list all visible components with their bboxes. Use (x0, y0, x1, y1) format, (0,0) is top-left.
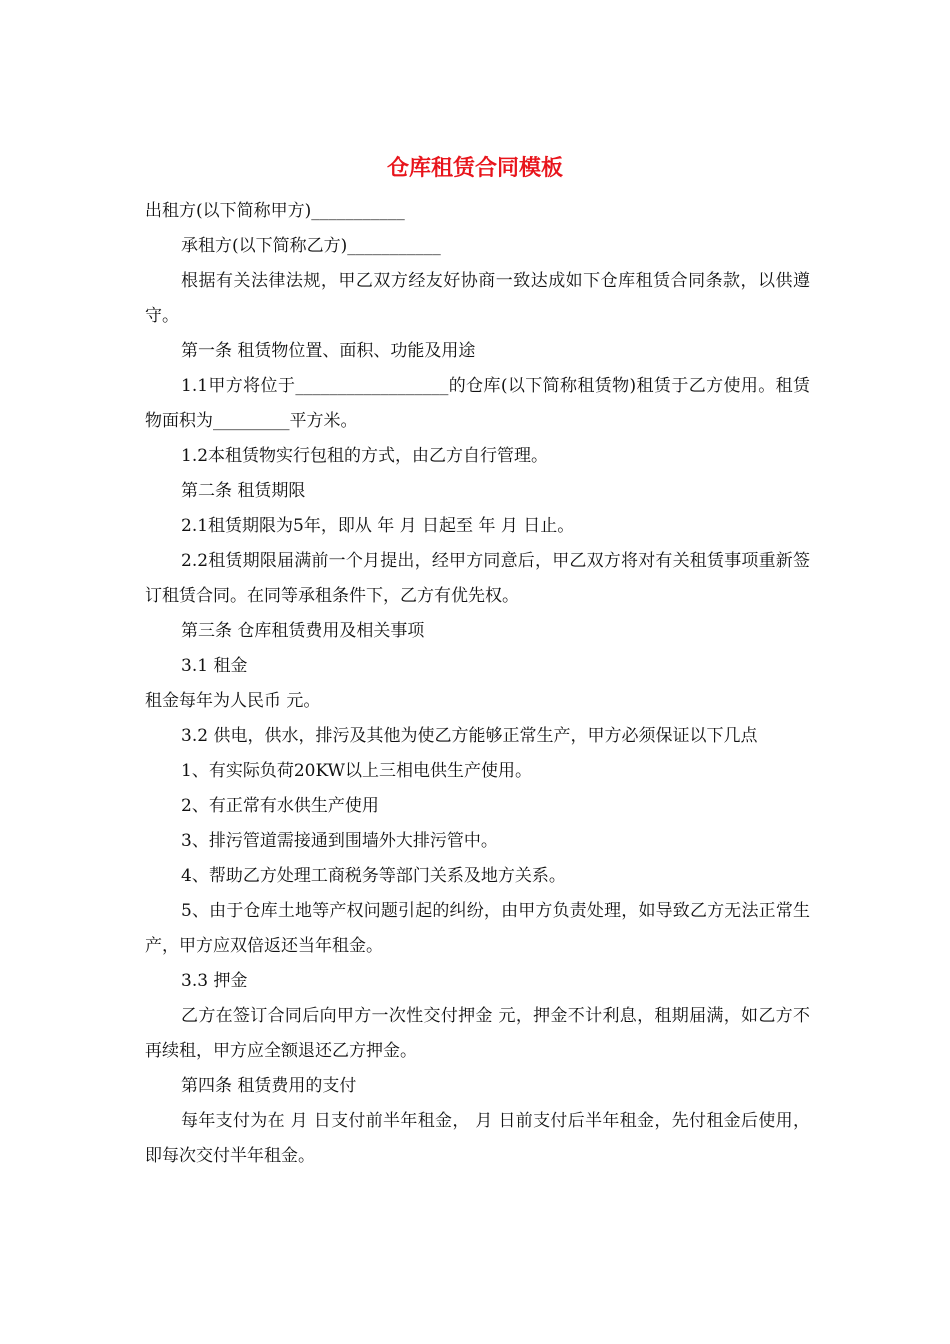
paragraph: 根据有关法律法规，甲乙双方经友好协商一致达成如下仓库租赁合同条款，以供遵守。 (145, 271, 810, 326)
paragraph: 第一条 租赁物位置、面积、功能及用途 (181, 341, 476, 361)
document-body (145, 194, 810, 1174)
paragraph: 3、排污管道需接通到围墙外大排污管中。 (181, 831, 498, 851)
paragraph: 每年支付为在 月 日支付前半年租金， 月 日前支付后半年租金，先付租金后使用，即每次交付半年租金。 (145, 1111, 810, 1166)
paragraph: 1.1甲方将位于__________________的仓库(以下简称租赁物)租赁于乙方使用。租赁物面积为_________平方米。 (145, 376, 810, 431)
paragraph: 2.2租赁期限届满前一个月提出，经甲方同意后，甲乙双方将对有关租赁事项重新签订租赁合同。在同等承租条件下，乙方有优先权。 (145, 551, 810, 606)
paragraph: 承租方(以下简称乙方)___________ (181, 236, 441, 256)
paragraph: 4、帮助乙方处理工商税务等部门关系及地方关系。 (181, 866, 566, 886)
paragraph: 租金每年为人民币 元。 (145, 691, 321, 711)
paragraph: 第三条 仓库租赁费用及相关事项 (181, 621, 425, 641)
paragraph: 乙方在签订合同后向甲方一次性交付押金 元，押金不计利息，租期届满，如乙方不再续租，甲方应全额退还乙方押金。 (145, 1006, 810, 1061)
document-title: 仓库租赁合同模板 (386, 155, 563, 181)
paragraph: 1.2本租赁物实行包租的方式，由乙方自行管理。 (181, 446, 549, 466)
paragraph: 2.1租赁期限为5年，即从 年 月 日起至 年 月 日止。 (181, 516, 575, 536)
paragraph: 5、由于仓库土地等产权问题引起的纠纷，由甲方负责处理，如导致乙方无法正常生产，甲方应双倍返还当年租金。 (145, 901, 810, 956)
paragraph: 3.3 押金 (181, 971, 248, 991)
paragraph: 2、有正常有水供生产使用 (181, 796, 379, 816)
paragraph: 第四条 租赁费用的支付 (181, 1076, 357, 1096)
paragraph: 3.2 供电，供水，排污及其他为使乙方能够正常生产，甲方必须保证以下几点 (181, 726, 758, 746)
paragraph: 第二条 租赁期限 (181, 481, 306, 501)
paragraph: 3.1 租金 (181, 656, 248, 676)
paragraph: 出租方(以下简称甲方)___________ (145, 201, 405, 221)
paragraph: 1、有实际负荷20KW以上三相电供生产使用。 (181, 761, 533, 781)
